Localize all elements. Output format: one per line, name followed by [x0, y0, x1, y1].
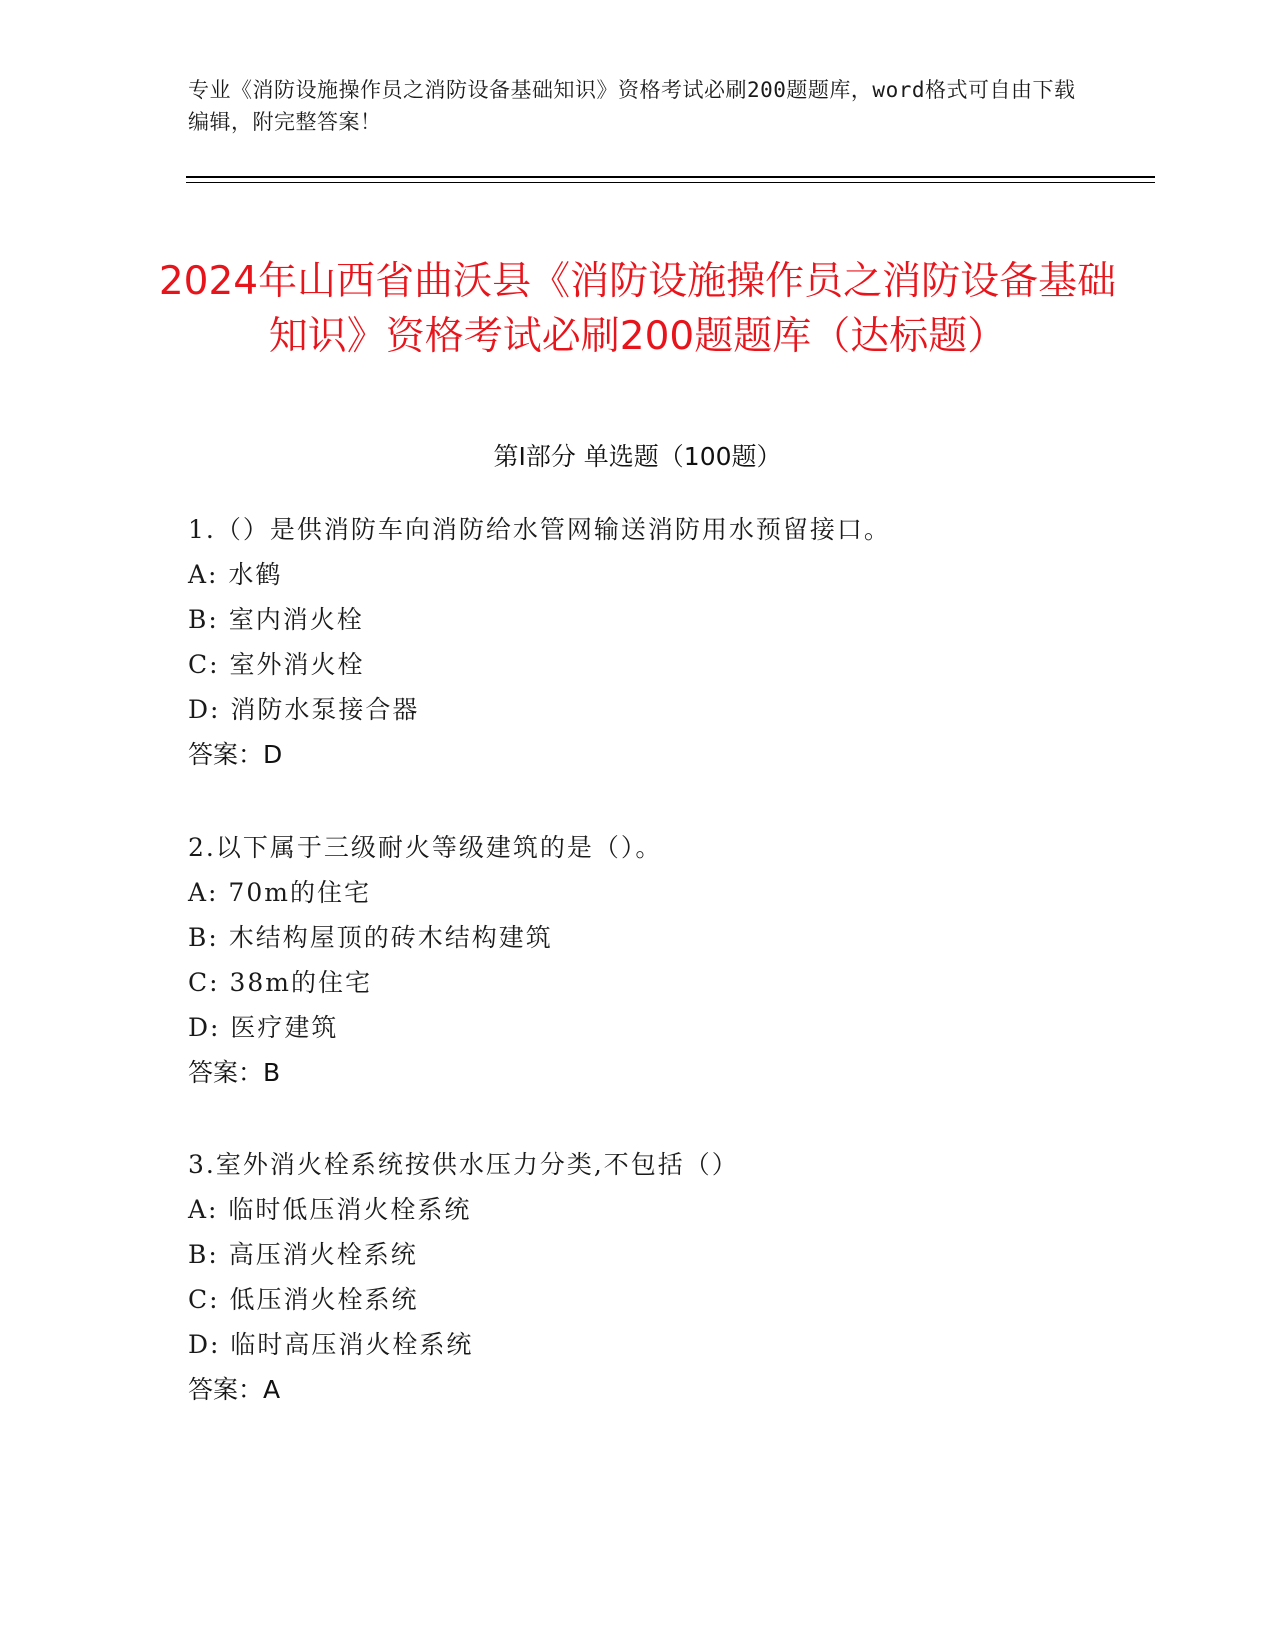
answer: 答案：B	[188, 1058, 281, 1087]
section-title: 第I部分 单选题（100题）	[493, 442, 782, 471]
option-b: B: 室内消火栓	[188, 605, 364, 634]
option-d: D: 医疗建筑	[188, 1013, 339, 1042]
question-stem: 2.以下属于三级耐火等级建筑的是（）。	[188, 833, 663, 862]
question-1	[188, 507, 1188, 777]
option-c: C: 38m的住宅	[188, 968, 373, 997]
option-b: B: 高压消火栓系统	[188, 1240, 418, 1269]
header-divider-thick	[186, 176, 1155, 178]
option-c: C: 室外消火栓	[188, 650, 365, 679]
option-b: B: 木结构屋顶的砖木结构建筑	[188, 923, 553, 952]
question-stem: 3.室外消火栓系统按供水压力分类,不包括（）	[188, 1150, 739, 1179]
document-title: 2024年山西省曲沃县《消防设施操作员之消防设备基础知识》资格考试必刷200题题库（达标题）	[158, 259, 1117, 360]
option-a: A: 临时低压消火栓系统	[188, 1195, 472, 1224]
answer: 答案：D	[188, 740, 283, 769]
question-3	[188, 1142, 1188, 1412]
option-d: D: 消防水泵接合器	[188, 695, 420, 724]
header-note: 专业《消防设施操作员之消防设备基础知识》资格考试必刷200题题库，word格式可自由下载编辑，附完整答案！	[188, 78, 1076, 134]
answer: 答案：A	[188, 1375, 281, 1404]
question-stem: 1.（）是供消防车向消防给水管网输送消防用水预留接口。	[188, 515, 891, 544]
option-a: A: 70m的住宅	[188, 878, 371, 907]
option-a: A: 水鹤	[188, 560, 283, 589]
header-divider-thin	[186, 182, 1155, 183]
question-2	[188, 825, 1188, 1095]
option-c: C: 低压消火栓系统	[188, 1285, 419, 1314]
option-d: D: 临时高压消火栓系统	[188, 1330, 474, 1359]
